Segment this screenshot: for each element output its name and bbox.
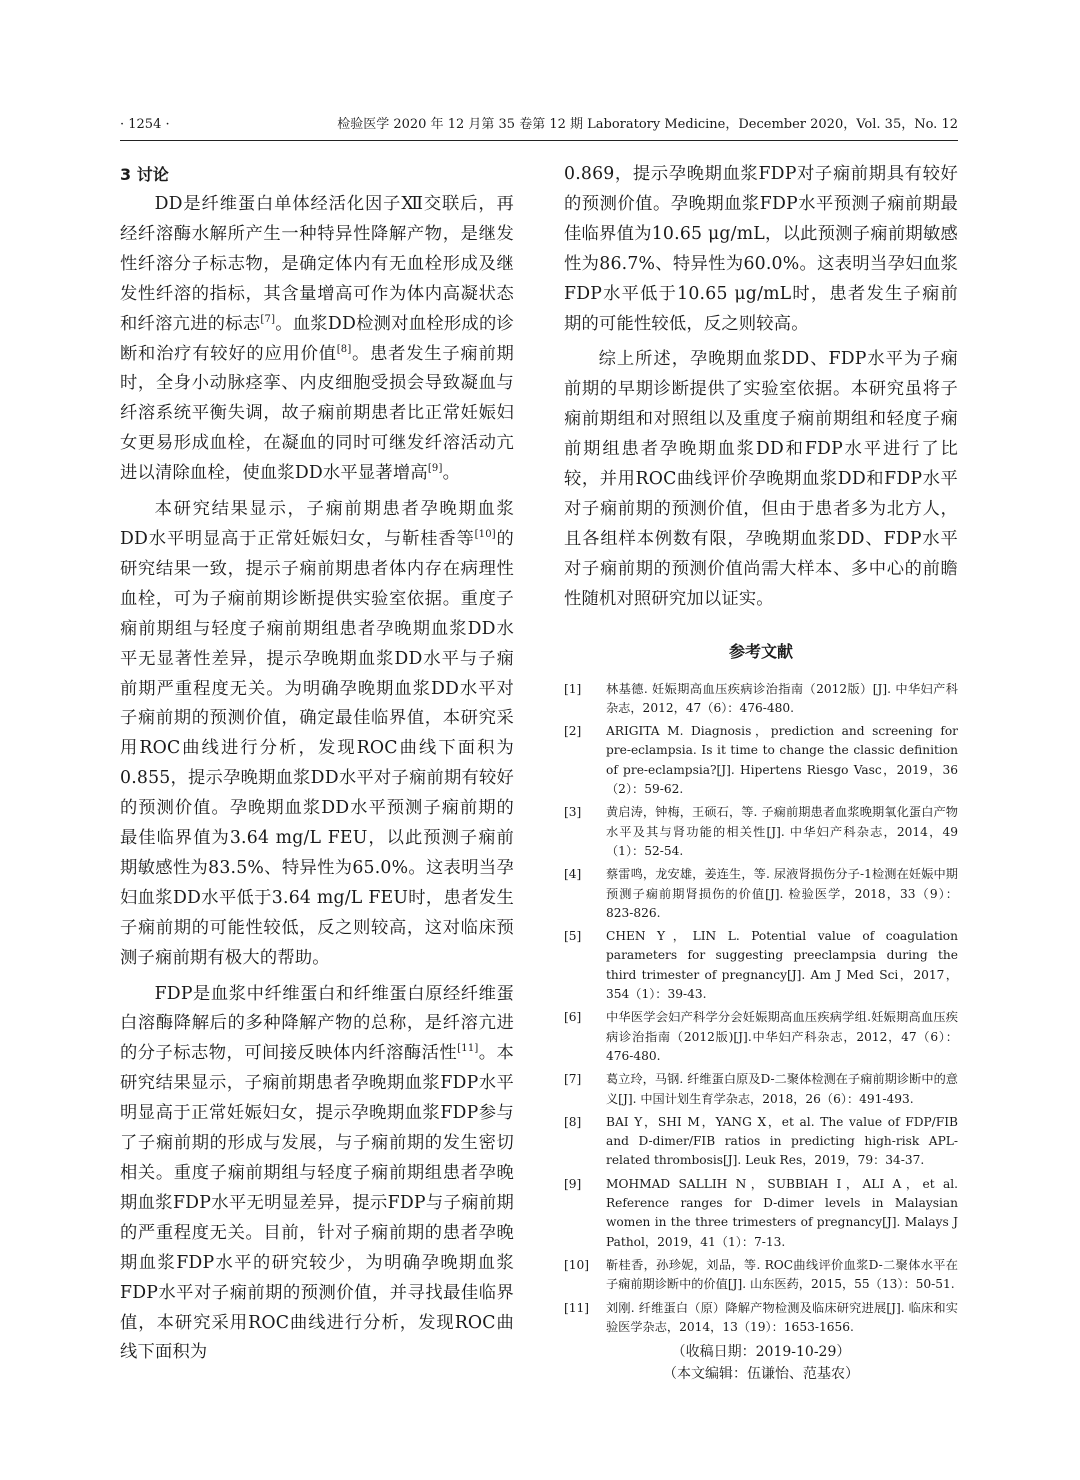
citation: [7] (260, 313, 276, 325)
section-heading: 3 讨论 (120, 165, 169, 184)
reference-text: ARIGITA M. Diagnosis，prediction and screening for pre-eclampsia. Is it time to change the classic definition of pre-eclampsia?[J]. Hipertens Riesgo Vasc，2019，36（2）：59-62. (606, 724, 958, 797)
reference-item (564, 865, 958, 923)
reference-item (564, 1113, 958, 1171)
reference-item (564, 680, 958, 719)
reference-item (564, 927, 958, 1004)
received-date: （收稿日期：2019-10-29） (671, 1344, 851, 1361)
reference-item (564, 803, 958, 861)
reference-number: [10] (564, 1257, 590, 1272)
paragraph-fdp (120, 980, 514, 1369)
reference-number: [3] (564, 805, 582, 820)
reference-text: 林基德. 妊娠期高血压疾病诊治指南（2012版）[J]. 中华妇产科杂志，2012，47（6）：476-480. (606, 681, 958, 715)
reference-number: [9] (564, 1176, 582, 1191)
reference-text: 葛立玲，马钢. 纤维蛋白原及D-二聚体检测在子痫前期诊断中的意义[J]. 中国计划生育学杂志，2018，26（6）：491-493. (606, 1072, 958, 1106)
reference-number: [5] (564, 929, 582, 944)
citation: [8] (336, 343, 352, 355)
text-run: DD是纤维蛋白单体经活化因子Ⅻ交联后，再经纤溶酶水解所产生一种特异性降解产物，是继发性纤溶分子标志物，是确定体内有无血栓形成及继发性纤溶的指标，其含量增高可作为体内高凝状态和纤溶亢进的标志 (120, 194, 514, 334)
reference-number: [1] (564, 681, 582, 696)
reference-text: 靳桂香，孙珍妮，刘品，等. ROC曲线评价血浆D-二聚体水平在子痫前期诊断中的价值[J]. 山东医药，2015，55（13）：50-51. (606, 1257, 958, 1292)
references-title: 参考文献 (728, 641, 793, 661)
reference-item (564, 1256, 958, 1295)
paragraph-dd-intro (120, 190, 514, 489)
left-column (120, 160, 514, 1368)
text-run: FDP是血浆中纤维蛋白和纤维蛋白原经纤维蛋白溶酶降解后的多种降解产物的总称，是纤溶亢进的分子标志物，可间接反映体内纤溶酶活性 (120, 983, 514, 1064)
reference-number: [4] (564, 867, 582, 882)
text-run: 的研究结果一致，提示子痫前期患者体内存在病理性血栓，可为子痫前期诊断提供实验室依据。重度子痫前期组与轻度子痫前期组患者孕晚期血浆DD水平无显著性差异，提示孕晚期血浆DD水平与子痫前期严重程度无关。为明确孕晚期血浆DD水平对子痫前期的预测价值，确定最佳临界值，本研究采用ROC曲线进行分析，发现ROC曲线下面积为0.855，提示孕晚期血浆DD水平对子痫前期有较好的预测价值。孕晚期血浆DD水平预测子痫前期的最佳临界值为3.64 mg/L FEU，以此预测子痫前期敏感性为83.5%、特异性为65.0%。这表明当孕妇血浆DD水平低于3.64 mg/L FEU时，患者发生子痫前期的可能性较低，反之则较高，这对临床预测子痫前期有极大的帮助。 (120, 528, 514, 968)
paragraph-conclusion: 综上所述，孕晚期血浆DD、FDP水平为子痫前期的早期诊断提供了实验室依据。本研究虽将子痫前期组和对照组以及重度子痫前期组和轻度子痫前期组患者孕晚期血浆DD和FDP水平进行了比较，并用ROC曲线评价孕晚期血浆DD和FDP水平对子痫前期的预测价值，但由于患者多为北方人，且各组样本例数有限，孕晚期血浆DD、FDP水平对子痫前期的预测价值尚需大样本、多中心的前瞻性随机对照研究加以证实。 (564, 349, 958, 609)
text-run: 。血浆DD检测对血栓形成的诊断和治疗有较好的应用价值 (120, 313, 514, 364)
editor-credit: （本文编辑：伍谦怡、范基农） (663, 1366, 859, 1383)
text-run: 。 (442, 463, 461, 484)
page-number: · 1254 · (120, 117, 170, 132)
reference-item (564, 1299, 958, 1338)
right-column (564, 160, 958, 1385)
text-run: 。患者发生子痫前期时，全身小动脉痉挛、内皮细胞受损会导致凝血与纤溶系统平衡失调，故子痫前期患者比正常妊娠妇女更易形成血栓，在凝血的同时可继发纤溶活动亢进以清除血栓，使血浆DD水平显著增高 (120, 343, 514, 484)
reference-number: [8] (564, 1114, 582, 1129)
text-run: 。本研究结果显示，子痫前期患者孕晚期血浆FDP水平明显高于正常妊娠妇女，提示孕晚期血浆FDP参与了子痫前期的形成与发展，与子痫前期的发生密切相关。重度子痫前期组与轻度子痫前期组患者孕晚期血浆FDP水平无明显差异，提示FDP与子痫前期的严重程度无关。目前，针对子痫前期的患者孕晚期血浆FDP水平的研究较少，为明确孕晚期血浆FDP水平对子痫前期的预测价值，并寻找最佳临界值，本研究采用ROC曲线进行分析，发现ROC曲线下面积为 (120, 1043, 514, 1363)
reference-text: 黄启涛，钟梅，王硕石，等. 子痫前期患者血浆晚期氧化蛋白产物水平及其与肾功能的相关性[J]. 中华妇产科杂志，2014，49（1）：52-54. (606, 805, 958, 858)
paragraph-dd-results (120, 495, 514, 974)
citation: [10] (474, 529, 496, 541)
paragraph-fdp-continued: 0.869，提示孕晚期血浆FDP对子痫前期具有较好的预测价值。孕晚期血浆FDP水平预测子痫前期最佳临界值为10.65 μg/mL，以此预测子痫前期敏感性为86.7%、特异性为60.0%。这表明当孕妇血浆FDP水平低于10.65 μg/mL时，患者发生子痫前期的可能性较低，反之则较高。 (564, 164, 958, 334)
reference-item (564, 1175, 958, 1252)
reference-text: 中华医学会妇产科学分会妊娠期高血压疾病学组.妊娠期高血压疾病诊治指南（2012版)[J].中华妇产科杂志，2012，47（6）：476-480. (606, 1010, 958, 1063)
header-rule (120, 140, 958, 141)
reference-number: [11] (564, 1300, 590, 1315)
reference-item (564, 722, 958, 799)
reference-number: [2] (564, 724, 582, 739)
reference-text: 刘刚. 纤维蛋白（原）降解产物检测及临床研究进展[J]. 临床和实验医学杂志，2014，13（19）：1653-1656. (606, 1300, 958, 1334)
reference-number: [7] (564, 1072, 582, 1087)
text-run: 本研究结果显示，子痫前期患者孕晚期血浆DD水平明显高于正常妊娠妇女，与靳桂香等 (120, 499, 514, 549)
reference-list (564, 680, 958, 1338)
journal-info: 检验医学 2020 年 12 月第 35 卷第 12 期 Laboratory Medicine，December 2020，Vol. 35，No. 12 (337, 117, 958, 132)
reference-text: 蔡雷鸣，龙安雄，姜连生，等. 尿液肾损伤分子-1检测在妊娠中期预测子痫前期肾损伤的价值[J]. 检验医学，2018，33（9）：823-826. (606, 867, 958, 920)
reference-text: CHEN Y，LIN L. Potential value of coagulation parameters for suggesting preeclampsia during the third trimester of pregnancy[J]. Am J Med Sci，2017，354（1）：39-43. (606, 929, 958, 1002)
reference-number: [6] (564, 1010, 582, 1025)
citation: [9] (427, 463, 443, 475)
reference-text: BAI Y，SHI M，YANG X，et al. The value of FDP/FIB and D-dimer/FIB ratios in predicting high-risk APL-related thrombosis[J]. Leuk Res，2019，79：34-37. (606, 1114, 958, 1168)
reference-item (564, 1008, 958, 1066)
reference-item (564, 1070, 958, 1109)
running-header (120, 112, 958, 138)
reference-text: MOHMAD SALLIH N，SUBBIAH I，ALI A，et al. Reference ranges for D-dimer levels in Malaysian women in the three trimesters of pregnancy[J]. Malays J Pathol，2019，41（1）：7-13. (606, 1176, 958, 1249)
citation: [11] (457, 1043, 479, 1055)
